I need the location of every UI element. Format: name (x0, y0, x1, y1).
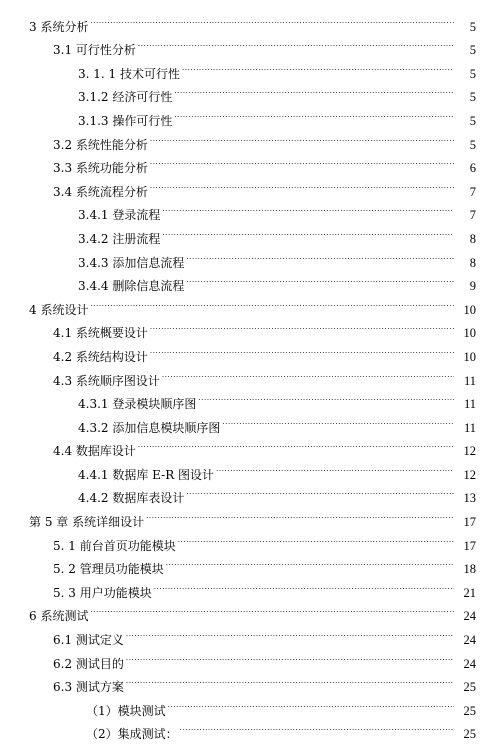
toc-entry[interactable] (0, 620, 501, 648)
toc-entry-label: 3.1 可行性分析 (53, 43, 136, 58)
toc-entry[interactable] (0, 243, 501, 270)
toc-page-number: 24 (463, 633, 476, 648)
toc-entry[interactable] (0, 290, 501, 317)
toc-entry-label: 3.2 系统性能分析 (53, 137, 148, 152)
toc-page-number: 11 (463, 397, 476, 412)
toc-page-number: 13 (463, 491, 476, 506)
toc-page-number: 18 (463, 562, 476, 577)
toc-entry[interactable] (0, 502, 501, 530)
dot-leader (198, 385, 454, 409)
dot-leader (90, 290, 454, 314)
dot-leader (222, 408, 454, 432)
toc-entry[interactable] (0, 597, 501, 624)
dot-leader (174, 78, 454, 102)
toc-entry-label: 6.1 测试定义 (53, 633, 124, 648)
toc-entry[interactable] (0, 101, 501, 128)
toc-entry-label: 6.2 测试目的 (53, 656, 124, 671)
toc-entry[interactable] (0, 432, 501, 459)
toc-entry-label: 5. 1 前台首页功能模块 (53, 538, 176, 553)
toc-entry-label: 4.3.2 添加信息模块顺序图 (78, 420, 221, 435)
toc-page-number: 5 (469, 113, 476, 128)
table-of-contents (0, 7, 501, 742)
dot-leader (162, 196, 454, 220)
toc-entry-label: 3.3 系统功能分析 (53, 161, 148, 176)
toc-entry-label: 3. 1. 1 技术可行性 (78, 66, 180, 81)
toc-entry[interactable] (0, 125, 501, 152)
toc-entry[interactable] (0, 691, 501, 718)
toc-entry[interactable] (0, 385, 501, 412)
toc-entry[interactable] (0, 479, 501, 506)
toc-page-number: 5 (469, 43, 476, 58)
dot-leader (182, 54, 454, 78)
toc-entry-label: 5. 2 管理员功能模块 (53, 562, 164, 577)
toc-page-number: 7 (469, 184, 476, 199)
toc-page-number: 5 (469, 137, 476, 152)
dot-leader (90, 597, 454, 621)
toc-entry-label: 4.3 系统顺序图设计 (53, 373, 160, 388)
toc-page-number: 12 (463, 444, 476, 459)
toc-entry[interactable] (0, 455, 501, 482)
dot-leader (186, 267, 454, 291)
toc-entry[interactable] (0, 337, 501, 364)
toc-page-number: 10 (463, 302, 476, 317)
toc-page-number: 9 (469, 279, 476, 294)
toc-entry[interactable] (0, 550, 501, 577)
toc-entry-label: 第 5 章 系统详细设计 (29, 515, 145, 530)
toc-entry[interactable] (0, 54, 501, 81)
dot-leader (178, 526, 454, 550)
toc-entry-label: 3.4.4 删除信息流程 (78, 279, 185, 294)
toc-entry-label: 3.1.2 经济可行性 (78, 90, 173, 105)
dot-leader (166, 550, 454, 574)
toc-page-number: 11 (463, 373, 476, 388)
dot-leader (216, 455, 454, 479)
toc-page-number: 25 (463, 680, 476, 695)
toc-entry[interactable] (0, 361, 501, 388)
toc-entry[interactable] (0, 644, 501, 671)
toc-entry-label: 3 系统分析 (29, 19, 89, 34)
toc-entry[interactable] (0, 408, 501, 435)
toc-entry-label: 4.2 系统结构设计 (53, 349, 148, 364)
toc-page-number: 8 (469, 255, 476, 270)
toc-entry[interactable] (0, 219, 501, 246)
dot-leader (162, 361, 454, 385)
toc-entry[interactable] (0, 7, 501, 34)
dot-leader (180, 715, 454, 739)
dot-leader (90, 7, 454, 31)
toc-page-number: 5 (469, 19, 476, 34)
toc-entry[interactable] (0, 172, 501, 199)
dot-leader (138, 31, 454, 55)
toc-page-number: 5 (469, 90, 476, 105)
toc-entry-label: 6.3 测试方案 (53, 680, 124, 695)
toc-page-number: 21 (463, 585, 476, 600)
toc-entry[interactable] (0, 196, 501, 223)
toc-entry-label: （1）模块测试 (86, 703, 166, 718)
toc-page-number: 5 (469, 66, 476, 81)
toc-entry-label: 4.4.1 数据库 E-R 图设计 (78, 467, 215, 482)
dot-leader (146, 502, 454, 526)
toc-entry-label: 3.4 系统流程分析 (53, 184, 148, 199)
toc-entry-label: 4.4.2 数据库表设计 (78, 491, 185, 506)
toc-entry-label: 3.4.3 添加信息流程 (78, 255, 185, 270)
toc-entry-label: 6 系统测试 (29, 609, 89, 624)
toc-page-number: 6 (469, 161, 476, 176)
dot-leader (150, 125, 454, 149)
toc-entry[interactable] (0, 526, 501, 553)
dot-leader (154, 573, 454, 597)
toc-page-number: 8 (469, 231, 476, 246)
toc-entry[interactable] (0, 149, 501, 176)
toc-entry-label: （2）集成测试： (86, 727, 178, 742)
toc-entry-label: 3.4.2 注册流程 (78, 231, 161, 246)
toc-entry-label: 4.1 系统概要设计 (53, 326, 148, 341)
toc-entry[interactable] (0, 31, 501, 58)
toc-page-number: 17 (463, 538, 476, 553)
dot-leader (126, 668, 454, 692)
dot-leader (168, 691, 454, 715)
toc-page-number: 10 (463, 349, 476, 364)
dot-leader (162, 219, 454, 243)
dot-leader (138, 432, 454, 456)
toc-page-number: 25 (463, 727, 476, 742)
toc-page-number: 24 (463, 656, 476, 671)
toc-entry-label: 4.3.1 登录模块顺序图 (78, 397, 197, 412)
dot-leader (150, 172, 454, 196)
dot-leader (126, 644, 454, 668)
toc-page-number: 7 (469, 208, 476, 223)
toc-entry[interactable] (0, 267, 501, 294)
dot-leader (186, 243, 454, 267)
toc-page-number: 24 (463, 609, 476, 624)
toc-page-number: 10 (463, 326, 476, 341)
toc-entry-label: 4.4 数据库设计 (53, 444, 136, 459)
toc-entry-label: 5. 3 用户功能模块 (53, 585, 152, 600)
toc-entry-label: 3.4.1 登录流程 (78, 208, 161, 223)
toc-page-number: 25 (463, 703, 476, 718)
toc-entry-label: 3.1.3 操作可行性 (78, 113, 173, 128)
toc-page-number: 17 (463, 515, 476, 530)
dot-leader (174, 101, 454, 125)
dot-leader (126, 620, 454, 644)
toc-entry[interactable] (0, 573, 501, 600)
toc-entry-label: 4 系统设计 (29, 302, 89, 317)
dot-leader (186, 479, 454, 503)
toc-page-number: 12 (463, 467, 476, 482)
toc-entry[interactable] (0, 668, 501, 695)
dot-leader (150, 337, 454, 361)
toc-entry[interactable] (0, 314, 501, 341)
dot-leader (150, 149, 454, 173)
toc-page-number: 11 (463, 420, 476, 435)
dot-leader (150, 314, 454, 338)
toc-entry[interactable] (0, 715, 501, 742)
toc-entry[interactable] (0, 78, 501, 105)
